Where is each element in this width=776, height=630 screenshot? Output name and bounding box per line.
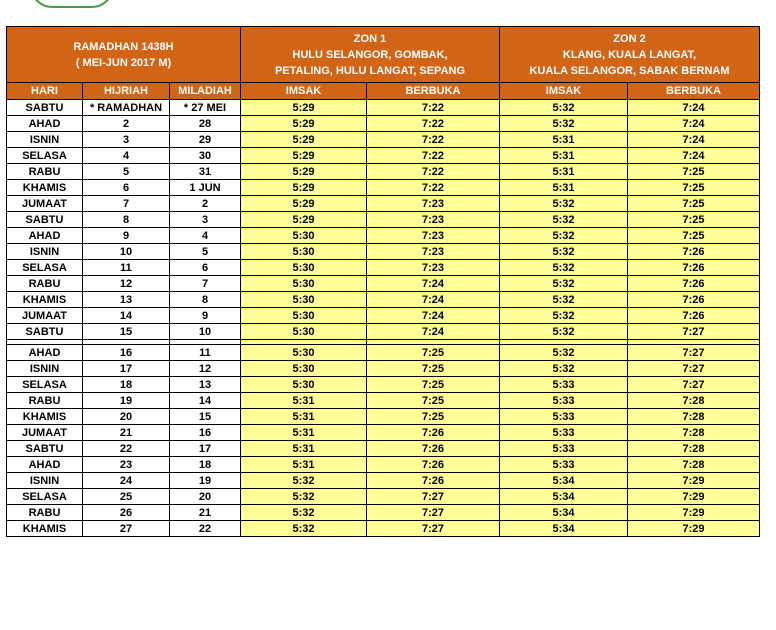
cell-zon2-berbuka: 7:26: [628, 292, 760, 308]
cell-miladiah: 1 JUN: [170, 180, 241, 196]
cell-zon2-berbuka: 7:25: [628, 180, 760, 196]
cell-zon1-berbuka: 7:23: [367, 228, 500, 244]
cell-zon1-berbuka: 7:24: [367, 324, 500, 340]
cell-zon2-berbuka: 7:25: [628, 228, 760, 244]
cell-miladiah: 7: [170, 276, 241, 292]
zon2-title: ZON 2: [613, 32, 646, 45]
cell-zon1-imsak: 5:29: [241, 132, 367, 148]
cell-hari: KHAMIS: [7, 180, 83, 196]
cell-zon1-berbuka: 7:26: [367, 457, 500, 473]
cell-zon1-berbuka: 7:26: [367, 473, 500, 489]
cell-miladiah: 29: [170, 132, 241, 148]
cell-hijriah: 21: [83, 425, 170, 441]
cell-hijriah: 20: [83, 409, 170, 425]
cell-zon2-berbuka: 7:28: [628, 425, 760, 441]
cell-zon1-berbuka: 7:27: [367, 505, 500, 521]
cell-hijriah: 13: [83, 292, 170, 308]
cell-zon2-berbuka: 7:24: [628, 100, 760, 116]
column-header-zon2-berbuka: BERBUKA: [628, 83, 760, 100]
cell-zon2-berbuka: 7:29: [628, 473, 760, 489]
cell-zon1-imsak: 5:30: [241, 361, 367, 377]
table-row: [7, 489, 760, 505]
cell-miladiah: 8: [170, 292, 241, 308]
cell-hari: AHAD: [7, 116, 83, 132]
cell-hijriah: 5: [83, 164, 170, 180]
column-header-hari: HARI: [7, 83, 83, 100]
table-row: [7, 377, 760, 393]
cell-zon2-imsak: 5:33: [500, 409, 628, 425]
table-row: [7, 196, 760, 212]
table-row: [7, 308, 760, 324]
table-row: [7, 324, 760, 340]
cell-miladiah: 10: [170, 324, 241, 340]
cell-zon1-berbuka: 7:24: [367, 276, 500, 292]
cell-zon2-imsak: 5:33: [500, 377, 628, 393]
cell-zon1-berbuka: 7:26: [367, 425, 500, 441]
cell-zon1-berbuka: 7:22: [367, 116, 500, 132]
cell-hijriah: 14: [83, 308, 170, 324]
cell-zon2-imsak: 5:31: [500, 148, 628, 164]
table-row: [7, 393, 760, 409]
cell-hijriah: 10: [83, 244, 170, 260]
cell-hijriah: 25: [83, 489, 170, 505]
cell-hari: SABTU: [7, 100, 83, 116]
cell-hijriah: 3: [83, 132, 170, 148]
table-row: [7, 132, 760, 148]
cell-zon1-imsak: 5:29: [241, 164, 367, 180]
cell-zon2-imsak: 5:32: [500, 324, 628, 340]
cell-zon1-berbuka: 7:25: [367, 377, 500, 393]
cell-zon2-berbuka: 7:27: [628, 377, 760, 393]
cell-zon2-imsak: 5:32: [500, 196, 628, 212]
cell-hijriah: * RAMADHAN: [83, 100, 170, 116]
cell-zon2-imsak: 5:33: [500, 393, 628, 409]
cell-zon2-imsak: 5:32: [500, 361, 628, 377]
cell-miladiah: 28: [170, 116, 241, 132]
cell-hari: SABTU: [7, 212, 83, 228]
zon2-areas-line1: KLANG, KUALA LANGAT,: [562, 48, 697, 61]
cell-miladiah: * 27 MEI: [170, 100, 241, 116]
cell-zon1-imsak: 5:30: [241, 324, 367, 340]
cell-zon2-imsak: 5:32: [500, 212, 628, 228]
cell-zon1-imsak: 5:31: [241, 409, 367, 425]
cell-zon1-berbuka: 7:27: [367, 521, 500, 537]
cell-hijriah: 18: [83, 377, 170, 393]
cell-zon2-imsak: 5:34: [500, 521, 628, 537]
prayer-times-table: [6, 26, 760, 537]
cell-zon2-imsak: 5:32: [500, 308, 628, 324]
cell-hijriah: 17: [83, 361, 170, 377]
cell-hari: SELASA: [7, 489, 83, 505]
cell-miladiah: 3: [170, 212, 241, 228]
cell-hari: SELASA: [7, 260, 83, 276]
cell-hari: SELASA: [7, 148, 83, 164]
cell-zon2-berbuka: 7:28: [628, 457, 760, 473]
cell-zon1-imsak: 5:31: [241, 425, 367, 441]
cell-zon1-berbuka: 7:24: [367, 308, 500, 324]
cell-zon1-berbuka: 7:24: [367, 292, 500, 308]
cell-miladiah: 20: [170, 489, 241, 505]
cell-hari: RABU: [7, 276, 83, 292]
cell-hari: ISNIN: [7, 473, 83, 489]
cell-zon2-imsak: 5:32: [500, 244, 628, 260]
cell-zon2-berbuka: 7:24: [628, 116, 760, 132]
cell-miladiah: 19: [170, 473, 241, 489]
cell-hari: ISNIN: [7, 244, 83, 260]
table-row: [7, 441, 760, 457]
cell-zon2-imsak: 5:32: [500, 100, 628, 116]
cell-miladiah: 6: [170, 260, 241, 276]
column-header-zon2-imsak: IMSAK: [500, 83, 628, 100]
cell-zon1-berbuka: 7:23: [367, 260, 500, 276]
table-row: [7, 521, 760, 537]
cell-zon1-imsak: 5:32: [241, 473, 367, 489]
cell-zon1-berbuka: 7:25: [367, 409, 500, 425]
cell-miladiah: 16: [170, 425, 241, 441]
cell-zon1-imsak: 5:30: [241, 228, 367, 244]
cell-hijriah: 24: [83, 473, 170, 489]
zon1-areas-line1: HULU SELANGOR, GOMBAK,: [292, 48, 448, 61]
mosque-logo-icon: [30, 0, 114, 8]
cell-miladiah: 14: [170, 393, 241, 409]
cell-zon2-berbuka: 7:29: [628, 521, 760, 537]
table-row: [7, 505, 760, 521]
table-row: [7, 345, 760, 361]
cell-zon1-imsak: 5:31: [241, 441, 367, 457]
cell-hari: JUMAAT: [7, 308, 83, 324]
table-row: [7, 212, 760, 228]
cell-zon1-imsak: 5:32: [241, 489, 367, 505]
cell-miladiah: 9: [170, 308, 241, 324]
cell-zon2-imsak: 5:31: [500, 180, 628, 196]
cell-miladiah: 17: [170, 441, 241, 457]
cell-zon2-berbuka: 7:27: [628, 345, 760, 361]
cell-miladiah: 21: [170, 505, 241, 521]
cell-zon1-imsak: 5:29: [241, 116, 367, 132]
cell-zon2-berbuka: 7:26: [628, 276, 760, 292]
cell-hari: ISNIN: [7, 132, 83, 148]
cell-miladiah: 12: [170, 361, 241, 377]
cell-miladiah: 13: [170, 377, 241, 393]
cell-zon2-berbuka: 7:29: [628, 505, 760, 521]
cell-miladiah: 4: [170, 228, 241, 244]
ramadhan-title: RAMADHAN 1438H: [73, 40, 174, 53]
cell-hari: KHAMIS: [7, 521, 83, 537]
cell-zon2-imsak: 5:31: [500, 132, 628, 148]
cell-miladiah: 2: [170, 196, 241, 212]
cell-zon1-imsak: 5:30: [241, 345, 367, 361]
cell-zon1-berbuka: 7:27: [367, 489, 500, 505]
cell-zon1-imsak: 5:30: [241, 292, 367, 308]
table-row: [7, 473, 760, 489]
cell-zon2-berbuka: 7:27: [628, 324, 760, 340]
table-row: [7, 457, 760, 473]
zon1-areas-line2: PETALING, HULU LANGAT, SEPANG: [274, 64, 466, 77]
cell-zon1-berbuka: 7:23: [367, 244, 500, 260]
cell-hijriah: 4: [83, 148, 170, 164]
cell-hari: JUMAAT: [7, 425, 83, 441]
cell-zon2-imsak: 5:31: [500, 164, 628, 180]
cell-hari: SABTU: [7, 441, 83, 457]
cell-zon1-imsak: 5:30: [241, 377, 367, 393]
cell-zon2-imsak: 5:33: [500, 457, 628, 473]
ramadhan-header: [7, 27, 241, 83]
cell-hijriah: 2: [83, 116, 170, 132]
cell-zon1-imsak: 5:30: [241, 260, 367, 276]
table-row: [7, 276, 760, 292]
column-header-zon1-imsak: IMSAK: [241, 83, 367, 100]
cell-zon1-imsak: 5:32: [241, 521, 367, 537]
cell-hijriah: 15: [83, 324, 170, 340]
table-row: [7, 425, 760, 441]
cell-hari: KHAMIS: [7, 292, 83, 308]
cell-zon1-imsak: 5:29: [241, 100, 367, 116]
table-body: [7, 100, 760, 537]
cell-zon1-berbuka: 7:22: [367, 132, 500, 148]
cell-zon2-imsak: 5:32: [500, 276, 628, 292]
cell-hari: JUMAAT: [7, 196, 83, 212]
cell-zon1-berbuka: 7:22: [367, 100, 500, 116]
cell-zon2-berbuka: 7:26: [628, 244, 760, 260]
cell-hijriah: 9: [83, 228, 170, 244]
table-row: [7, 244, 760, 260]
cell-hijriah: 8: [83, 212, 170, 228]
cell-zon1-imsak: 5:29: [241, 212, 367, 228]
table-row: [7, 228, 760, 244]
cell-zon1-imsak: 5:31: [241, 393, 367, 409]
cell-zon2-imsak: 5:34: [500, 489, 628, 505]
cell-zon2-berbuka: 7:25: [628, 164, 760, 180]
cell-miladiah: 18: [170, 457, 241, 473]
cell-hari: AHAD: [7, 457, 83, 473]
cell-zon2-berbuka: 7:26: [628, 260, 760, 276]
cell-hari: SELASA: [7, 377, 83, 393]
cell-zon1-imsak: 5:32: [241, 505, 367, 521]
cell-zon1-berbuka: 7:22: [367, 148, 500, 164]
table-row: [7, 292, 760, 308]
table-row: [7, 164, 760, 180]
cell-miladiah: 22: [170, 521, 241, 537]
cell-zon2-imsak: 5:32: [500, 292, 628, 308]
cell-zon2-imsak: 5:33: [500, 441, 628, 457]
cell-zon1-berbuka: 7:22: [367, 164, 500, 180]
cell-zon1-berbuka: 7:26: [367, 441, 500, 457]
cell-zon2-berbuka: 7:28: [628, 441, 760, 457]
cell-hijriah: 23: [83, 457, 170, 473]
cell-zon2-berbuka: 7:25: [628, 196, 760, 212]
table-row: [7, 148, 760, 164]
zon1-title: ZON 1: [353, 32, 387, 45]
cell-hari: RABU: [7, 393, 83, 409]
cell-zon1-imsak: 5:30: [241, 276, 367, 292]
ramadhan-subtitle: ( MEI-JUN 2017 M): [75, 56, 172, 69]
table-row: [7, 361, 760, 377]
table-row: [7, 260, 760, 276]
cell-hari: RABU: [7, 505, 83, 521]
table-row: [7, 180, 760, 196]
cell-zon1-berbuka: 7:25: [367, 361, 500, 377]
cell-miladiah: 11: [170, 345, 241, 361]
cell-zon2-imsak: 5:33: [500, 425, 628, 441]
cell-miladiah: 5: [170, 244, 241, 260]
cell-zon1-berbuka: 7:23: [367, 196, 500, 212]
cell-zon2-berbuka: 7:28: [628, 409, 760, 425]
cell-zon1-imsak: 5:29: [241, 196, 367, 212]
cell-zon1-berbuka: 7:22: [367, 180, 500, 196]
cell-zon1-berbuka: 7:25: [367, 345, 500, 361]
cell-zon1-imsak: 5:31: [241, 457, 367, 473]
cell-zon1-imsak: 5:29: [241, 180, 367, 196]
cell-miladiah: 31: [170, 164, 241, 180]
cell-zon2-imsak: 5:32: [500, 228, 628, 244]
cell-zon1-imsak: 5:29: [241, 148, 367, 164]
table-row: [7, 100, 760, 116]
cell-zon2-berbuka: 7:25: [628, 212, 760, 228]
cell-hari: KHAMIS: [7, 409, 83, 425]
cell-hijriah: 27: [83, 521, 170, 537]
cell-zon1-berbuka: 7:23: [367, 212, 500, 228]
column-header-miladiah: MILADIAH: [170, 83, 241, 100]
cell-hijriah: 26: [83, 505, 170, 521]
cell-hijriah: 16: [83, 345, 170, 361]
cell-zon1-berbuka: 7:25: [367, 393, 500, 409]
cell-hijriah: 7: [83, 196, 170, 212]
cell-zon2-berbuka: 7:28: [628, 393, 760, 409]
cell-hari: SABTU: [7, 324, 83, 340]
cell-zon2-berbuka: 7:27: [628, 361, 760, 377]
cell-zon1-imsak: 5:30: [241, 308, 367, 324]
table-row: [7, 116, 760, 132]
cell-hari: ISNIN: [7, 361, 83, 377]
cell-hijriah: 11: [83, 260, 170, 276]
cell-hijriah: 6: [83, 180, 170, 196]
cell-zon2-imsak: 5:34: [500, 505, 628, 521]
cell-zon2-berbuka: 7:26: [628, 308, 760, 324]
cell-miladiah: 15: [170, 409, 241, 425]
column-header-hijriah: HIJRIAH: [83, 83, 170, 100]
column-header-zon1-berbuka: BERBUKA: [367, 83, 500, 100]
cell-hari: RABU: [7, 164, 83, 180]
cell-hijriah: 12: [83, 276, 170, 292]
cell-zon2-imsak: 5:32: [500, 260, 628, 276]
cell-zon2-imsak: 5:32: [500, 116, 628, 132]
cell-zon2-berbuka: 7:24: [628, 132, 760, 148]
zon1-header: [241, 27, 500, 83]
cell-zon2-berbuka: 7:24: [628, 148, 760, 164]
cell-miladiah: 30: [170, 148, 241, 164]
cell-zon2-imsak: 5:34: [500, 473, 628, 489]
cell-hari: AHAD: [7, 228, 83, 244]
table-row: [7, 409, 760, 425]
cell-zon2-imsak: 5:32: [500, 345, 628, 361]
zon2-header: [500, 27, 760, 83]
cell-hijriah: 19: [83, 393, 170, 409]
cell-zon1-imsak: 5:30: [241, 244, 367, 260]
cell-hijriah: 22: [83, 441, 170, 457]
cell-hari: AHAD: [7, 345, 83, 361]
cell-zon2-berbuka: 7:29: [628, 489, 760, 505]
zon2-areas-line2: KUALA SELANGOR, SABAK BERNAM: [529, 64, 730, 77]
